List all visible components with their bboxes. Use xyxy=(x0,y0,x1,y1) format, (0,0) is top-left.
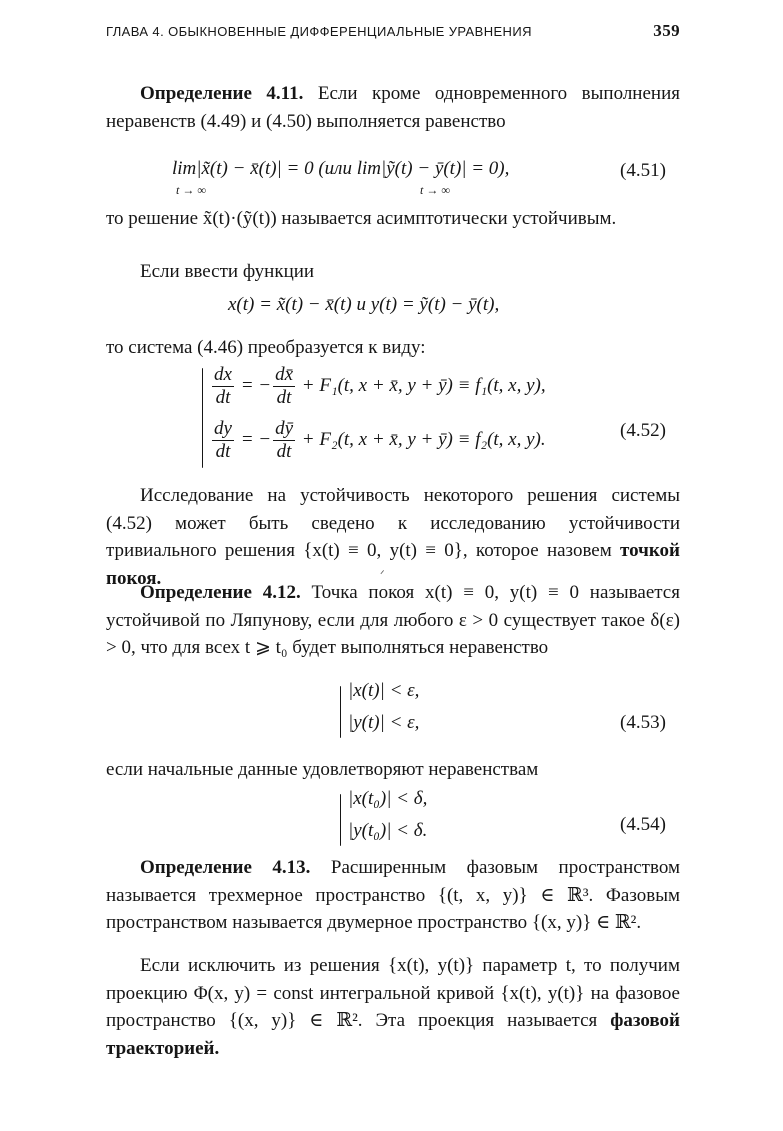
equation-number-4-53: (4.53) xyxy=(620,712,666,733)
fraction-dxbar-dt: $\frac{dx̄}{dt}$ xyxy=(275,364,294,408)
equation-number-4-51: (4.51) xyxy=(620,160,666,181)
paragraph-study: Исследование на устойчивость некоторого решения системы (4.52) может быть сведено к исследованию устойчивости тривиального решения {x(t) ≡ 0, y(t) ≡ 0}, которое назовем точкой покоя. xyxy=(106,485,680,589)
definition-term: Определение 4.11. xyxy=(140,83,304,104)
definition-text: Если кроме одновременного выполнения неравенств (4.49) и (4.50) выполняется равенство xyxy=(106,83,680,132)
equation-4-53-row2: |y(t)| < ε, xyxy=(348,712,420,733)
fraction-dybar-dt: $\frac{dȳ}{dt}$ xyxy=(275,418,294,462)
paragraph-final: Если исключить из решения {x(t), y(t)} параметр t, то получим проекцию Φ(x, y) = const интегральной кривой {x(t), y(t)} на фазовое пространство {(x, y)} ∈ ℝ². Эта проекция называется фазовой траекторией. xyxy=(106,955,680,1059)
definition-term: Определение 4.12. xyxy=(140,582,301,603)
fraction-dx-dt: $\frac{dx}{dt}$ xyxy=(214,364,232,408)
equation-4-54-row2: |y(t₀)| < δ. xyxy=(348,820,428,841)
limit-subscript-2: t → ∞ xyxy=(420,183,450,197)
definition-4-13 xyxy=(106,854,680,937)
definition-text: Точка покоя x(t) ≡ 0, y(t) ≡ 0 называется устойчивой по Ляпунову, если для любого ε > 0 существует такое δ(ε) > 0, что для всех t ⩾ t₀ будет выполняться неравенство xyxy=(106,582,680,658)
chapter-title: ГЛАВА 4. ОБЫКНОВЕННЫЕ ДИФФЕРЕНЦИАЛЬНЫЕ УРАВНЕНИЯ xyxy=(106,24,532,39)
stray-mark: ᐟ xyxy=(380,569,385,581)
system-brace xyxy=(340,686,341,738)
equation-4-52-row1: $\frac{dx}{dt}$ = − $\frac{dx̄}{dt}$ + F₁(t, x + x̄, y + ȳ) ≡ f₁(t, x, y), xyxy=(214,364,546,408)
equation-number-4-52: (4.52) xyxy=(620,420,666,441)
running-header xyxy=(106,21,680,40)
equation-4-53-row1: |x(t)| < ε, xyxy=(348,680,420,701)
limit-subscript-1: t → ∞ xyxy=(176,183,206,197)
equation-4-52-row2: $\frac{dy}{dt}$ = − $\frac{dȳ}{dt}$ + F₂(t, x + x̄, y + ȳ) ≡ f₂(t, x, y). xyxy=(214,418,546,462)
definition-text: Расширенным фазовым пространством называется трехмерное пространство {(t, x, y)} ∈ ℝ³. Фазовым пространством называется двумерное пространство {(x, y)} ∈ ℝ². xyxy=(106,857,680,933)
equation-4-54-row1: |x(t₀)| < δ, xyxy=(348,788,428,809)
paragraph-asymptotic: то решение x̃(t)·(ỹ(t)) называется асимптотически устойчивым. xyxy=(106,208,617,229)
definition-4-11 xyxy=(106,80,680,135)
bold-term-phase-trajectory: фазовой траекторией. xyxy=(106,1010,680,1059)
paragraph-functions: Если ввести функции xyxy=(140,261,315,282)
paragraph-initial: если начальные данные удовлетворяют неравенствам xyxy=(106,759,539,780)
fraction-dy-dt: $\frac{dy}{dt}$ xyxy=(214,418,232,462)
equation-functions: x(t) = x̃(t) − x̄(t) и y(t) = ỹ(t) − ȳ(t), xyxy=(228,294,500,315)
equation-number-4-54: (4.54) xyxy=(620,814,666,835)
bold-term-rest-point: точкой покоя. xyxy=(106,540,680,589)
equation-4-51: lim|x̃(t) − x̄(t)| = 0 (или lim|ỹ(t) − ȳ(t)| = 0), xyxy=(172,158,510,179)
system-brace xyxy=(340,794,341,846)
system-brace xyxy=(202,368,203,468)
definition-4-12 xyxy=(106,579,680,662)
page-number: 359 xyxy=(653,21,680,40)
paragraph-system: то система (4.46) преобразуется к виду: xyxy=(106,337,426,358)
definition-term: Определение 4.13. xyxy=(140,857,311,878)
